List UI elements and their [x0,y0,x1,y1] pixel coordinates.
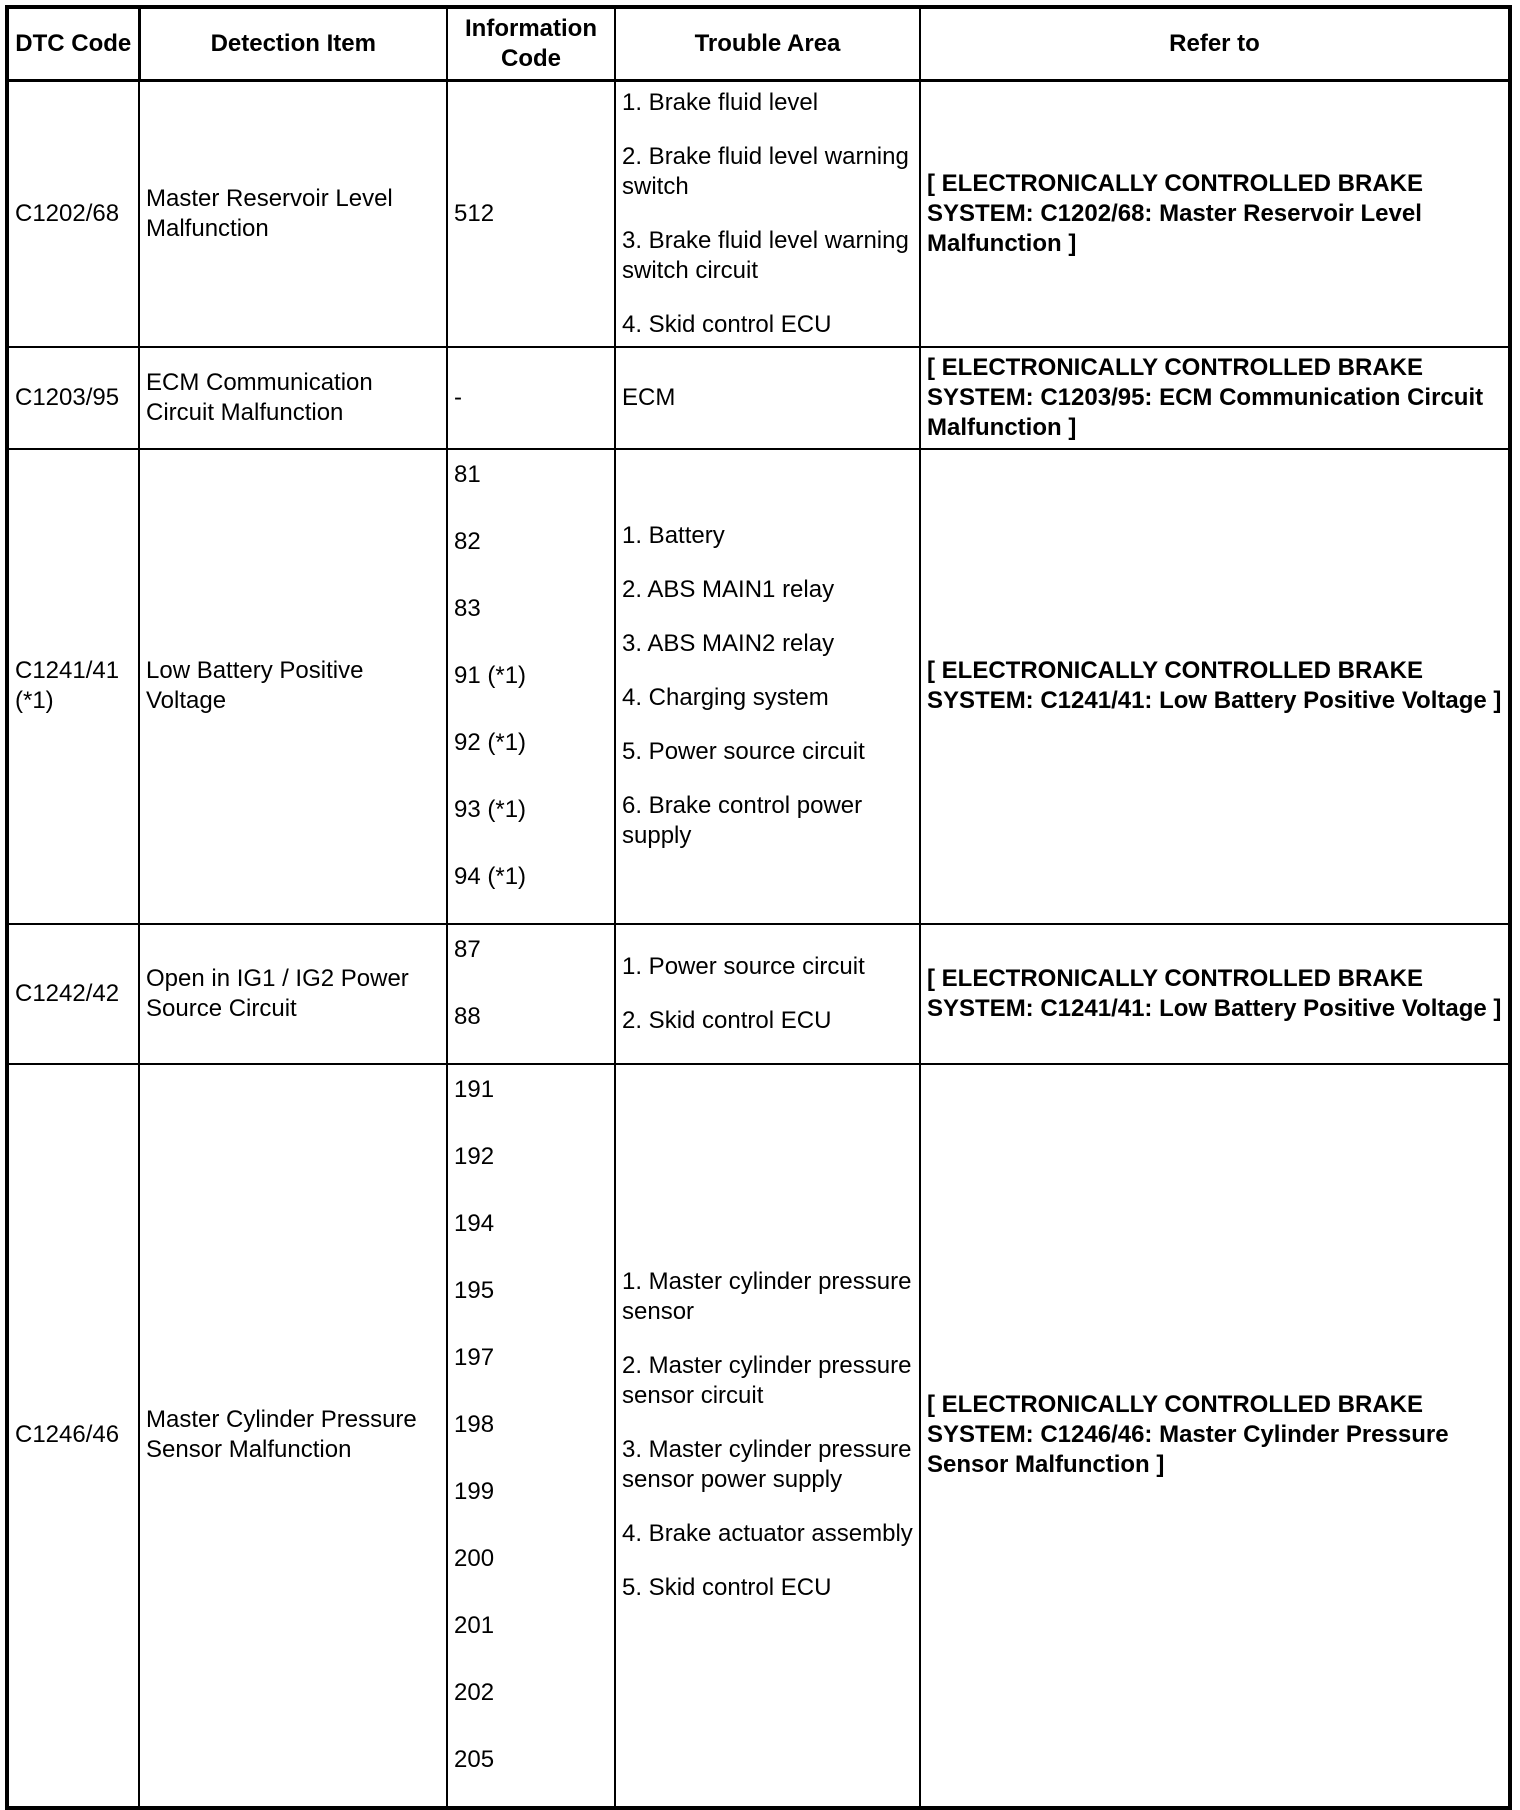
detection-item-cell: Open in IG1 / IG2 Power Source Circuit [139,924,447,1064]
trouble-area-cell [615,347,920,449]
information-code-cell [447,449,615,924]
refer-to-cell: [ ELECTRONICALLY CONTROLLED BRAKE SYSTEM: C1203/95: ECM Communication Circuit Malfunction ] [920,347,1510,449]
information-code: 91 (*1) [454,661,527,689]
information-code: 201 [454,1611,495,1639]
trouble-area-list [622,84,913,344]
trouble-area-cell [615,449,920,924]
trouble-area-item: 4. Skid control ECU [622,310,832,338]
information-code: 94 (*1) [454,862,527,890]
information-code: 82 [454,527,481,555]
trouble-area-item: 3. Brake fluid level warning switch circuit [622,226,909,284]
trouble-area-cell [615,924,920,1064]
header-refer-to: Refer to [920,7,1510,81]
dtc-table [5,5,1512,1810]
refer-to-cell: [ ELECTRONICALLY CONTROLLED BRAKE SYSTEM: C1241/41: Low Battery Positive Voltage ] [920,449,1510,924]
header-row [7,7,1510,81]
information-code-list [454,193,608,235]
information-code: 81 [454,460,481,488]
trouble-area-item: 4. Charging system [622,684,829,711]
information-code: 83 [454,594,481,622]
trouble-area-item: 1. Power source circuit [622,952,865,980]
refer-to-cell: [ ELECTRONICALLY CONTROLLED BRAKE SYSTEM: C1246/46: Master Cylinder Pressure Sensor Malfunction ] [920,1064,1510,1808]
information-code: 88 [454,1002,481,1030]
trouble-area-list [622,383,913,413]
dtc-code-cell: C1202/68 [7,81,139,347]
trouble-area-item: 1. Brake fluid level [622,88,819,116]
trouble-area-item: 1. Master cylinder pressure sensor [622,1268,912,1325]
header-information-code: Information Code [447,7,615,81]
information-code: 199 [454,1477,495,1505]
trouble-area-item: 6. Brake control power supply [622,792,863,849]
table-row [7,924,1510,1064]
trouble-area-item: 3. Master cylinder pressure sensor power supply [622,1436,912,1493]
information-code: 191 [454,1075,495,1103]
information-code-list [454,450,608,923]
information-code: 192 [454,1142,495,1170]
information-code: - [454,383,462,411]
information-code: 195 [454,1276,495,1304]
trouble-area-item: 3. ABS MAIN2 relay [622,630,835,657]
table-row [7,449,1510,924]
trouble-area-item: ECM [622,383,676,411]
trouble-area-list [622,948,913,1040]
information-code: 93 (*1) [454,795,527,823]
refer-to-cell: [ ELECTRONICALLY CONTROLLED BRAKE SYSTEM: C1202/68: Master Reservoir Level Malfunction ] [920,81,1510,347]
trouble-area-item: 5. Skid control ECU [622,1574,832,1601]
table-body [7,81,1510,1808]
table-row [7,347,1510,449]
detection-item-cell: Low Battery Positive Voltage [139,449,447,924]
trouble-area-item: 2. Skid control ECU [622,1006,832,1034]
information-code: 200 [454,1544,495,1572]
trouble-area-item: 2. ABS MAIN1 relay [622,576,835,603]
information-code-cell [447,81,615,347]
information-code-list [454,925,608,1063]
trouble-area-item: 5. Power source circuit [622,738,865,765]
header-dtc-code: DTC Code [7,7,139,81]
information-code: 512 [454,199,495,227]
trouble-area-item: 1. Battery [622,522,725,549]
information-code: 198 [454,1410,495,1438]
detection-item-cell: Master Reservoir Level Malfunction [139,81,447,347]
information-code-cell [447,347,615,449]
information-code: 197 [454,1343,495,1371]
information-code: 205 [454,1745,495,1773]
trouble-area-item: 2. Brake fluid level warning switch [622,142,909,200]
trouble-area-list [622,517,913,855]
detection-item-cell: ECM Communication Circuit Malfunction [139,347,447,449]
table-row [7,81,1510,347]
table-row [7,1064,1510,1808]
information-code: 202 [454,1678,495,1706]
information-code: 194 [454,1209,495,1237]
information-code-cell [447,1064,615,1808]
information-code-list [454,1065,608,1806]
dtc-code-cell: C1242/42 [7,924,139,1064]
trouble-area-cell [615,81,920,347]
dtc-code-cell: C1203/95 [7,347,139,449]
detection-item-cell: Master Cylinder Pressure Sensor Malfunction [139,1064,447,1808]
trouble-area-cell [615,1064,920,1808]
information-code-cell [447,924,615,1064]
trouble-area-list [622,1263,913,1607]
information-code-list [454,377,608,419]
information-code: 92 (*1) [454,728,527,756]
trouble-area-item: 2. Master cylinder pressure sensor circuit [622,1352,912,1409]
dtc-code-cell: C1241/41 (*1) [7,449,139,924]
trouble-area-item: 4. Brake actuator assembly [622,1520,913,1547]
header-trouble-area: Trouble Area [615,7,920,81]
dtc-code-cell: C1246/46 [7,1064,139,1808]
header-detection-item: Detection Item [139,7,447,81]
refer-to-cell: [ ELECTRONICALLY CONTROLLED BRAKE SYSTEM: C1241/41: Low Battery Positive Voltage ] [920,924,1510,1064]
information-code: 87 [454,935,481,963]
